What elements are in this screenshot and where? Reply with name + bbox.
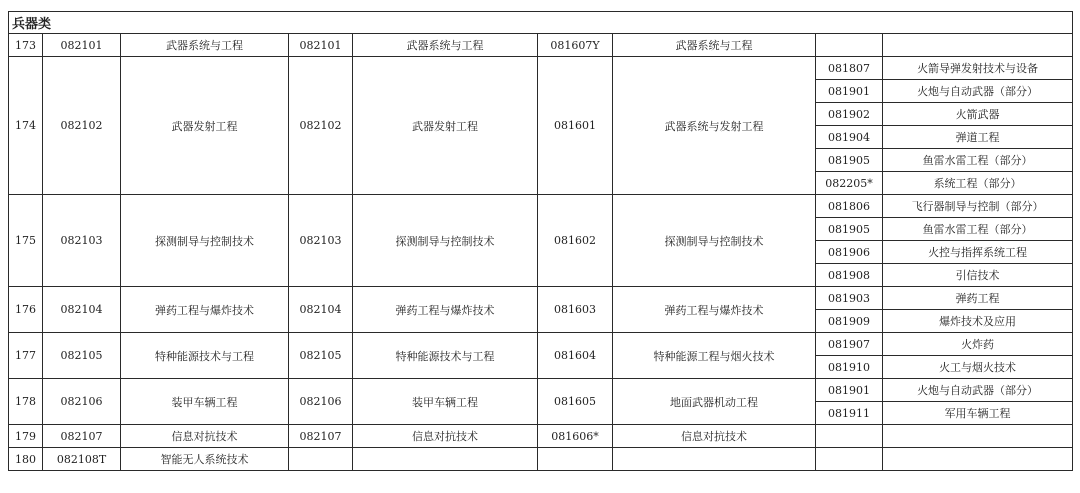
row-number: 180 — [9, 448, 43, 471]
row-number: 173 — [9, 34, 43, 57]
major-code-2: 082102 — [289, 57, 353, 195]
row-number: 174 — [9, 57, 43, 195]
related-code: 081904 — [816, 126, 883, 149]
related-name: 火炮与自动武器（部分） — [883, 80, 1073, 103]
major-code: 082107 — [43, 425, 121, 448]
related-code: 081901 — [816, 80, 883, 103]
major-code: 082105 — [43, 333, 121, 379]
table-row — [9, 333, 1073, 356]
related-code: 081903 — [816, 287, 883, 310]
major-name: 武器发射工程 — [121, 57, 289, 195]
row-number: 176 — [9, 287, 43, 333]
major-name-2: 弹药工程与爆炸技术 — [353, 287, 538, 333]
table-row — [9, 448, 1073, 471]
related-name: 火炸药 — [883, 333, 1073, 356]
major-name: 武器系统与工程 — [121, 34, 289, 57]
related-name: 军用车辆工程 — [883, 402, 1073, 425]
major-code-2: 082103 — [289, 195, 353, 287]
major-name: 探测制导与控制技术 — [121, 195, 289, 287]
related-name: 鱼雷水雷工程（部分） — [883, 149, 1073, 172]
related-name: 火控与指挥系统工程 — [883, 241, 1073, 264]
major-name: 特种能源技术与工程 — [121, 333, 289, 379]
related-name — [883, 34, 1073, 57]
table-row — [9, 34, 1073, 57]
grad-name: 地面武器机动工程 — [613, 379, 816, 425]
table-row — [9, 425, 1073, 448]
grad-name: 武器系统与发射工程 — [613, 57, 816, 195]
grad-code: 081602 — [538, 195, 613, 287]
related-code: 081907 — [816, 333, 883, 356]
major-name: 装甲车辆工程 — [121, 379, 289, 425]
related-name: 飞行器制导与控制（部分） — [883, 195, 1073, 218]
grad-code — [538, 448, 613, 471]
grad-name: 弹药工程与爆炸技术 — [613, 287, 816, 333]
grad-name: 探测制导与控制技术 — [613, 195, 816, 287]
major-code: 082101 — [43, 34, 121, 57]
related-code: 081905 — [816, 218, 883, 241]
related-code: 081910 — [816, 356, 883, 379]
major-name: 智能无人系统技术 — [121, 448, 289, 471]
table-row — [9, 287, 1073, 310]
grad-code: 081607Y — [538, 34, 613, 57]
related-code: 081908 — [816, 264, 883, 287]
related-name: 火炮与自动武器（部分） — [883, 379, 1073, 402]
related-code: 081909 — [816, 310, 883, 333]
related-code: 081807 — [816, 57, 883, 80]
table-row — [9, 195, 1073, 218]
grad-code: 081604 — [538, 333, 613, 379]
related-name: 火箭导弹发射技术与设备 — [883, 57, 1073, 80]
related-name: 系统工程（部分） — [883, 172, 1073, 195]
major-name-2: 装甲车辆工程 — [353, 379, 538, 425]
grad-name: 信息对抗技术 — [613, 425, 816, 448]
related-code — [816, 34, 883, 57]
row-number: 175 — [9, 195, 43, 287]
related-name: 引信技术 — [883, 264, 1073, 287]
grad-code: 081606* — [538, 425, 613, 448]
major-name-2: 特种能源技术与工程 — [353, 333, 538, 379]
major-code-2 — [289, 448, 353, 471]
major-code: 082102 — [43, 57, 121, 195]
related-code: 081806 — [816, 195, 883, 218]
grad-code: 081605 — [538, 379, 613, 425]
major-name: 信息对抗技术 — [121, 425, 289, 448]
related-code: 081905 — [816, 149, 883, 172]
related-code: 081901 — [816, 379, 883, 402]
major-code-2: 082105 — [289, 333, 353, 379]
major-name-2: 武器系统与工程 — [353, 34, 538, 57]
related-name: 火工与烟火技术 — [883, 356, 1073, 379]
related-name: 弹道工程 — [883, 126, 1073, 149]
major-code: 082108T — [43, 448, 121, 471]
major-table — [8, 11, 1073, 471]
major-code: 082103 — [43, 195, 121, 287]
related-name: 弹药工程 — [883, 287, 1073, 310]
major-code-2: 082107 — [289, 425, 353, 448]
grad-code: 081601 — [538, 57, 613, 195]
major-name-2: 探测制导与控制技术 — [353, 195, 538, 287]
grad-name: 特种能源工程与烟火技术 — [613, 333, 816, 379]
related-code — [816, 425, 883, 448]
related-name: 火箭武器 — [883, 103, 1073, 126]
row-number: 179 — [9, 425, 43, 448]
major-name-2: 武器发射工程 — [353, 57, 538, 195]
row-number: 177 — [9, 333, 43, 379]
related-code: 081906 — [816, 241, 883, 264]
related-name: 爆炸技术及应用 — [883, 310, 1073, 333]
major-code-2: 082106 — [289, 379, 353, 425]
table-row — [9, 57, 1073, 80]
grad-code: 081603 — [538, 287, 613, 333]
major-code-2: 082101 — [289, 34, 353, 57]
section-title: 兵器类 — [9, 12, 1073, 34]
grad-name: 武器系统与工程 — [613, 34, 816, 57]
major-code-2: 082104 — [289, 287, 353, 333]
major-name-2 — [353, 448, 538, 471]
grad-name — [613, 448, 816, 471]
major-name: 弹药工程与爆炸技术 — [121, 287, 289, 333]
major-catalog — [8, 11, 1072, 471]
related-code: 081902 — [816, 103, 883, 126]
table-row — [9, 379, 1073, 402]
major-code: 082106 — [43, 379, 121, 425]
related-name — [883, 448, 1073, 471]
related-name: 鱼雷水雷工程（部分） — [883, 218, 1073, 241]
related-code: 082205* — [816, 172, 883, 195]
row-number: 178 — [9, 379, 43, 425]
major-name-2: 信息对抗技术 — [353, 425, 538, 448]
related-code: 081911 — [816, 402, 883, 425]
related-code — [816, 448, 883, 471]
related-name — [883, 425, 1073, 448]
major-code: 082104 — [43, 287, 121, 333]
